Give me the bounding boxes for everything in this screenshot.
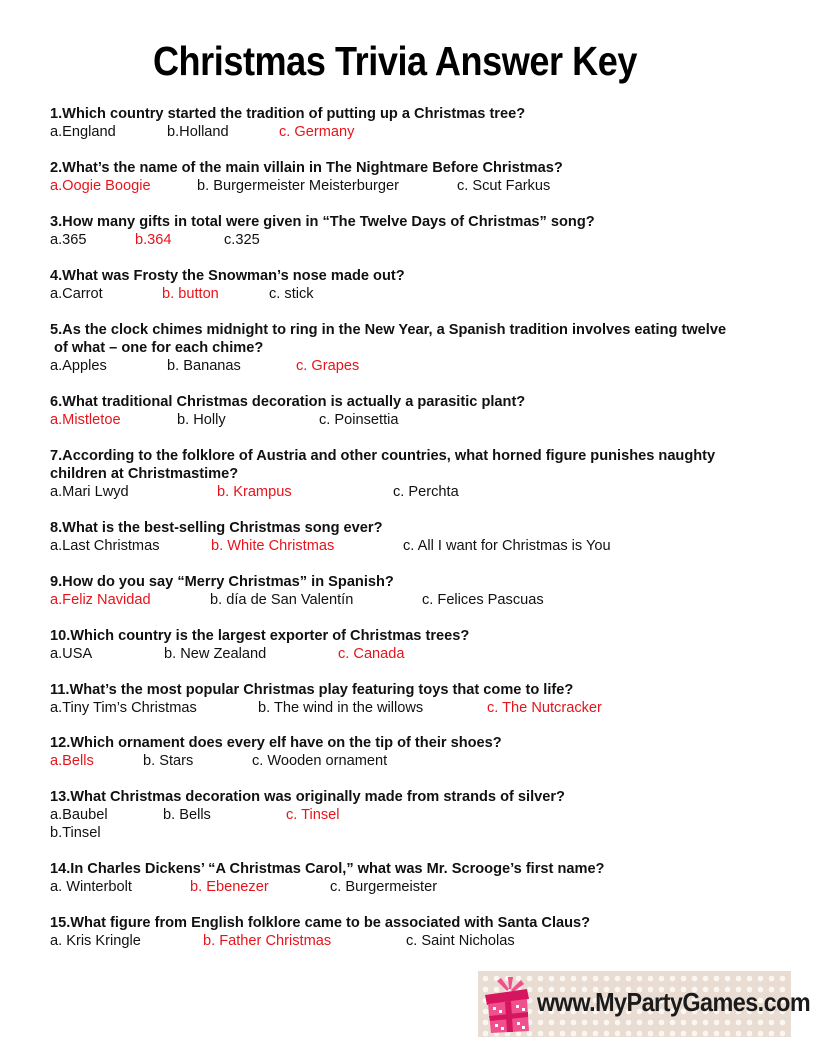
answer-b-correct: b. button [162, 286, 219, 302]
answer-a: a.Carrot [50, 286, 103, 302]
answer-a: a.USA [50, 646, 93, 662]
answer-a-correct: a.Bells [50, 753, 94, 769]
answer-a: a. Kris Kringle [50, 933, 141, 949]
question-text: 11.What’s the most popular Christmas play featuring toys that come to life? [50, 682, 574, 698]
question-block-14 [50, 860, 810, 896]
answer-row [50, 357, 810, 375]
answer-c: c. Perchta [393, 484, 459, 500]
question-text-line2: children at Christmastime? [50, 466, 239, 482]
answer-b: b. Bells [163, 807, 211, 823]
answer-a: a.365 [50, 232, 87, 248]
answer-c-correct: c. Canada [338, 646, 405, 662]
question-block-1 [50, 105, 810, 141]
question-text: 1.Which country started the tradition of putting up a Christmas tree? [50, 106, 526, 122]
gift-box-icon [483, 975, 535, 1033]
question-text-line2: of what – one for each chime? [50, 340, 264, 356]
question-text: 5.As the clock chimes midnight to ring in the New Year, a Spanish tradition involves eating twelve [50, 322, 727, 338]
answer-b: b. The wind in the willows [258, 700, 424, 716]
question-text: 15.What figure from English folklore came to be associated with Santa Claus? [50, 915, 591, 931]
question-block-13 [50, 788, 810, 842]
answer-row [50, 806, 810, 824]
question-block-8 [50, 519, 810, 555]
answer-b-correct: b. Krampus [217, 484, 292, 500]
question-text: 2.What’s the name of the main villain in The Nightmare Before Christmas? [50, 160, 563, 176]
answer-b-correct: b. White Christmas [211, 538, 335, 554]
answer-a: a.Last Christmas [50, 538, 160, 554]
answer-row [50, 645, 810, 663]
answer-a: a.Apples [50, 358, 107, 374]
question-text: 8.What is the best-selling Christmas song ever? [50, 520, 383, 536]
answer-row [50, 285, 810, 303]
question-block-9 [50, 573, 810, 609]
answer-c-correct: c. Germany [279, 124, 355, 140]
answer-row [50, 878, 810, 896]
question-block-3 [50, 213, 810, 249]
question-text: 13.What Christmas decoration was originally made from strands of silver? [50, 789, 565, 805]
answer-c: c. Wooden ornament [252, 753, 388, 769]
answer-a: a.Mari Lwyd [50, 484, 129, 500]
question-block-12 [50, 734, 810, 770]
answer-c-correct: c. Tinsel [286, 807, 340, 823]
answer-row [50, 699, 810, 717]
answer-row [50, 411, 810, 429]
answer-row [50, 932, 810, 950]
answer-b: b. Holly [177, 412, 226, 428]
answer-row [50, 752, 810, 770]
answer-row [50, 177, 810, 195]
answer-b: b. New Zealand [164, 646, 267, 662]
question-block-10 [50, 627, 810, 663]
question-block-11 [50, 681, 810, 717]
question-text: 7.According to the folklore of Austria and other countries, what horned figure punishes naughty [50, 448, 716, 464]
answer-b: b. Burgermeister Meisterburger [197, 178, 399, 194]
question-text: 9.How do you say “Merry Christmas” in Spanish? [50, 574, 394, 590]
question-block-2 [50, 159, 810, 195]
answer-a-correct: a.Oogie Boogie [50, 178, 151, 194]
answer-b: b. Stars [143, 753, 194, 769]
answer-a-correct: a.Mistletoe [50, 412, 121, 428]
answer-c: c. stick [269, 286, 314, 302]
answer-c: c. Poinsettia [319, 412, 399, 428]
answer-b: b. día de San Valentín [210, 592, 354, 608]
answer-b-correct: b. Ebenezer [190, 879, 269, 895]
answer-a: a. Winterbolt [50, 879, 132, 895]
question-block-6 [50, 393, 810, 429]
site-url-text: www.MyPartyGames.com [537, 987, 811, 1017]
answer-b: b.Holland [167, 124, 229, 140]
answer-c: c. Burgermeister [330, 879, 438, 895]
answer-c: c.325 [224, 232, 260, 248]
page-title: Christmas Trivia Answer Key [152, 38, 638, 84]
answer-row [50, 483, 810, 501]
answer-c-correct: c. The Nutcracker [487, 700, 602, 716]
answer-a: a.Tiny Tim’s Christmas [50, 700, 197, 716]
question-block-7 [50, 447, 810, 501]
answer-a: a.England [50, 124, 116, 140]
answer-b-correct: b. Father Christmas [203, 933, 332, 949]
answer-a: a.Baubel [50, 807, 108, 823]
question-text: 12.Which ornament does every elf have on the tip of their shoes? [50, 735, 502, 751]
answer-c: c. Saint Nicholas [406, 933, 515, 949]
site-logo-banner[interactable] [478, 971, 811, 1037]
answer-c: c. Scut Farkus [457, 178, 551, 194]
question-text: 3.How many gifts in total were given in “The Twelve Days of Christmas” song? [50, 214, 595, 230]
answer-b: b. Bananas [167, 358, 241, 374]
answer-row [50, 537, 810, 555]
question-text: 4.What was Frosty the Snowman’s nose made out? [50, 268, 405, 284]
answer-b-correct: b.364 [135, 232, 172, 248]
question-block-4 [50, 267, 810, 303]
answer-c: c. All I want for Christmas is You [403, 538, 611, 554]
answer-c-correct: c. Grapes [296, 358, 360, 374]
question-text: 6.What traditional Christmas decoration is actually a parasitic plant? [50, 394, 526, 410]
question-text: 10.Which country is the largest exporter of Christmas trees? [50, 628, 470, 644]
answer-a-correct: a.Feliz Navidad [50, 592, 151, 608]
stray-answer-line: b.Tinsel [50, 825, 101, 841]
answer-c: c. Felices Pascuas [422, 592, 544, 608]
answer-row [50, 591, 810, 609]
question-block-5 [50, 321, 810, 375]
answer-row [50, 231, 810, 249]
question-block-15 [50, 914, 810, 950]
answer-row [50, 123, 810, 141]
question-text: 14.In Charles Dickens’ “A Christmas Carol,” what was Mr. Scrooge’s first name? [50, 861, 605, 877]
